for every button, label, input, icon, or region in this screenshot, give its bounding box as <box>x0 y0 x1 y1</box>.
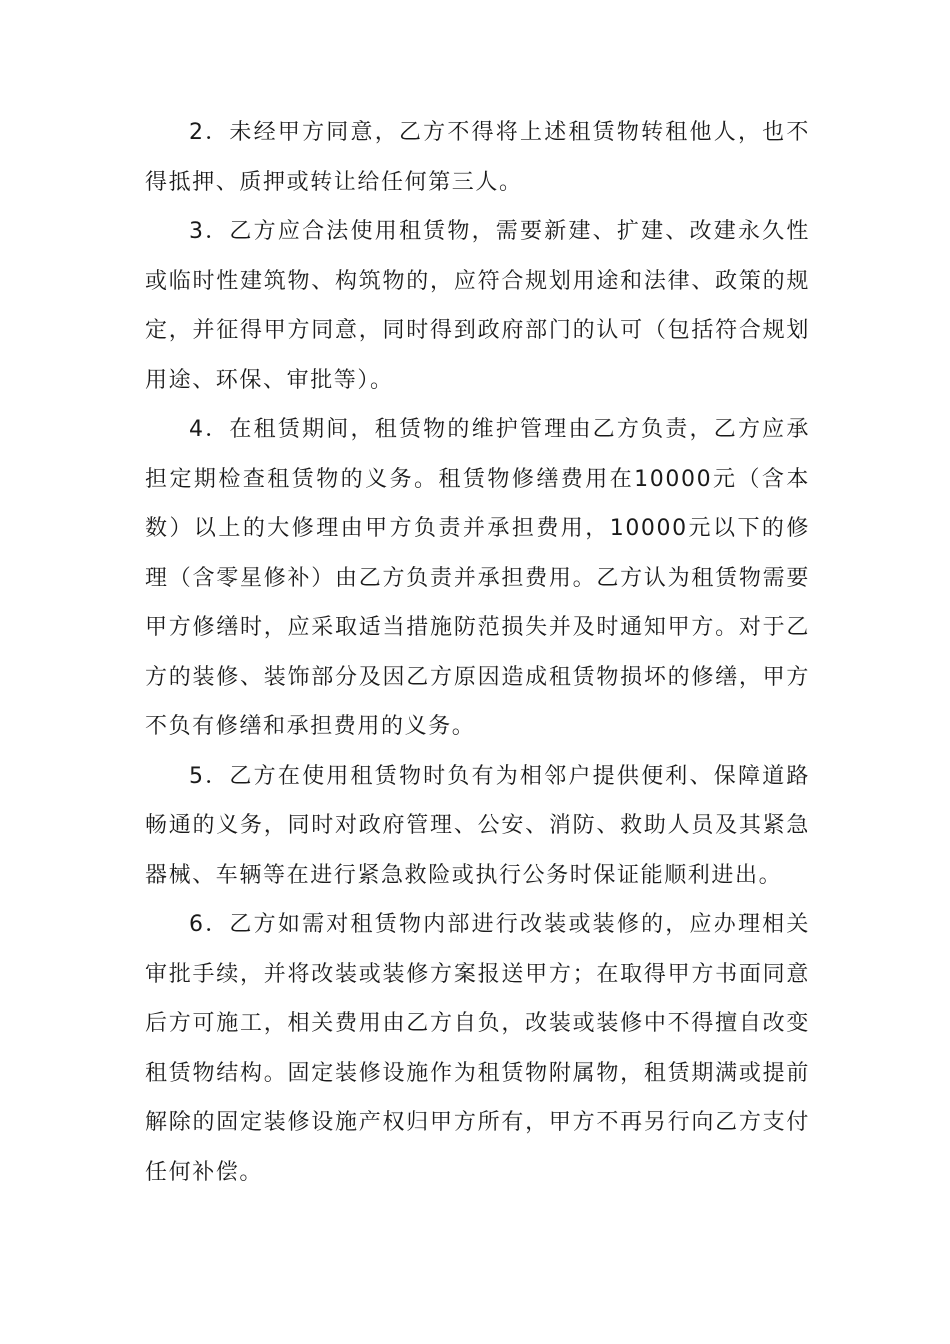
clause-2: 2．未经甲方同意，乙方不得将上述租赁物转租他人，也不得抵押、质押或转让给任何第三人。 <box>145 120 810 195</box>
document-body <box>145 108 810 1197</box>
clause-3: 3．乙方应合法使用租赁物，需要新建、扩建、改建永久性或临时性建筑物、构筑物的，应符合规划用途和法律、政策的规定，并征得甲方同意，同时得到政府部门的认可（包括符合规划用途、环保、审批等）。 <box>145 219 810 393</box>
clause-4: 4．在租赁期间，租赁物的维护管理由乙方负责，乙方应承担定期检查租赁物的义务。租赁物修缮费用在10000元（含本数）以上的大修理由甲方负责并承担费用，10000元以下的修理（含零星修补）由乙方负责并承担费用。乙方认为租赁物需要甲方修缮时，应采取适当措施防范损失并及时通知甲方。对于乙方的装修、装饰部分及因乙方原因造成租赁物损坏的修缮，甲方不负有修缮和承担费用的义务。 <box>145 417 810 739</box>
clause-5: 5．乙方在使用租赁物时负有为相邻户提供便利、保障道路畅通的义务，同时对政府管理、公安、消防、救助人员及其紧急器械、车辆等在进行紧急救险或执行公务时保证能顺利进出。 <box>145 763 810 888</box>
clause-6: 6．乙方如需对租赁物内部进行改装或装修的，应办理相关审批手续，并将改装或装修方案报送甲方；在取得甲方书面同意后方可施工，相关费用由乙方自负，改装或装修中不得擅自改变租赁物结构。固定装修设施作为租赁物附属物，租赁期满或提前解除的固定装修设施产权归甲方所有，甲方不再另行向乙方支付任何补偿。 <box>145 912 810 1185</box>
